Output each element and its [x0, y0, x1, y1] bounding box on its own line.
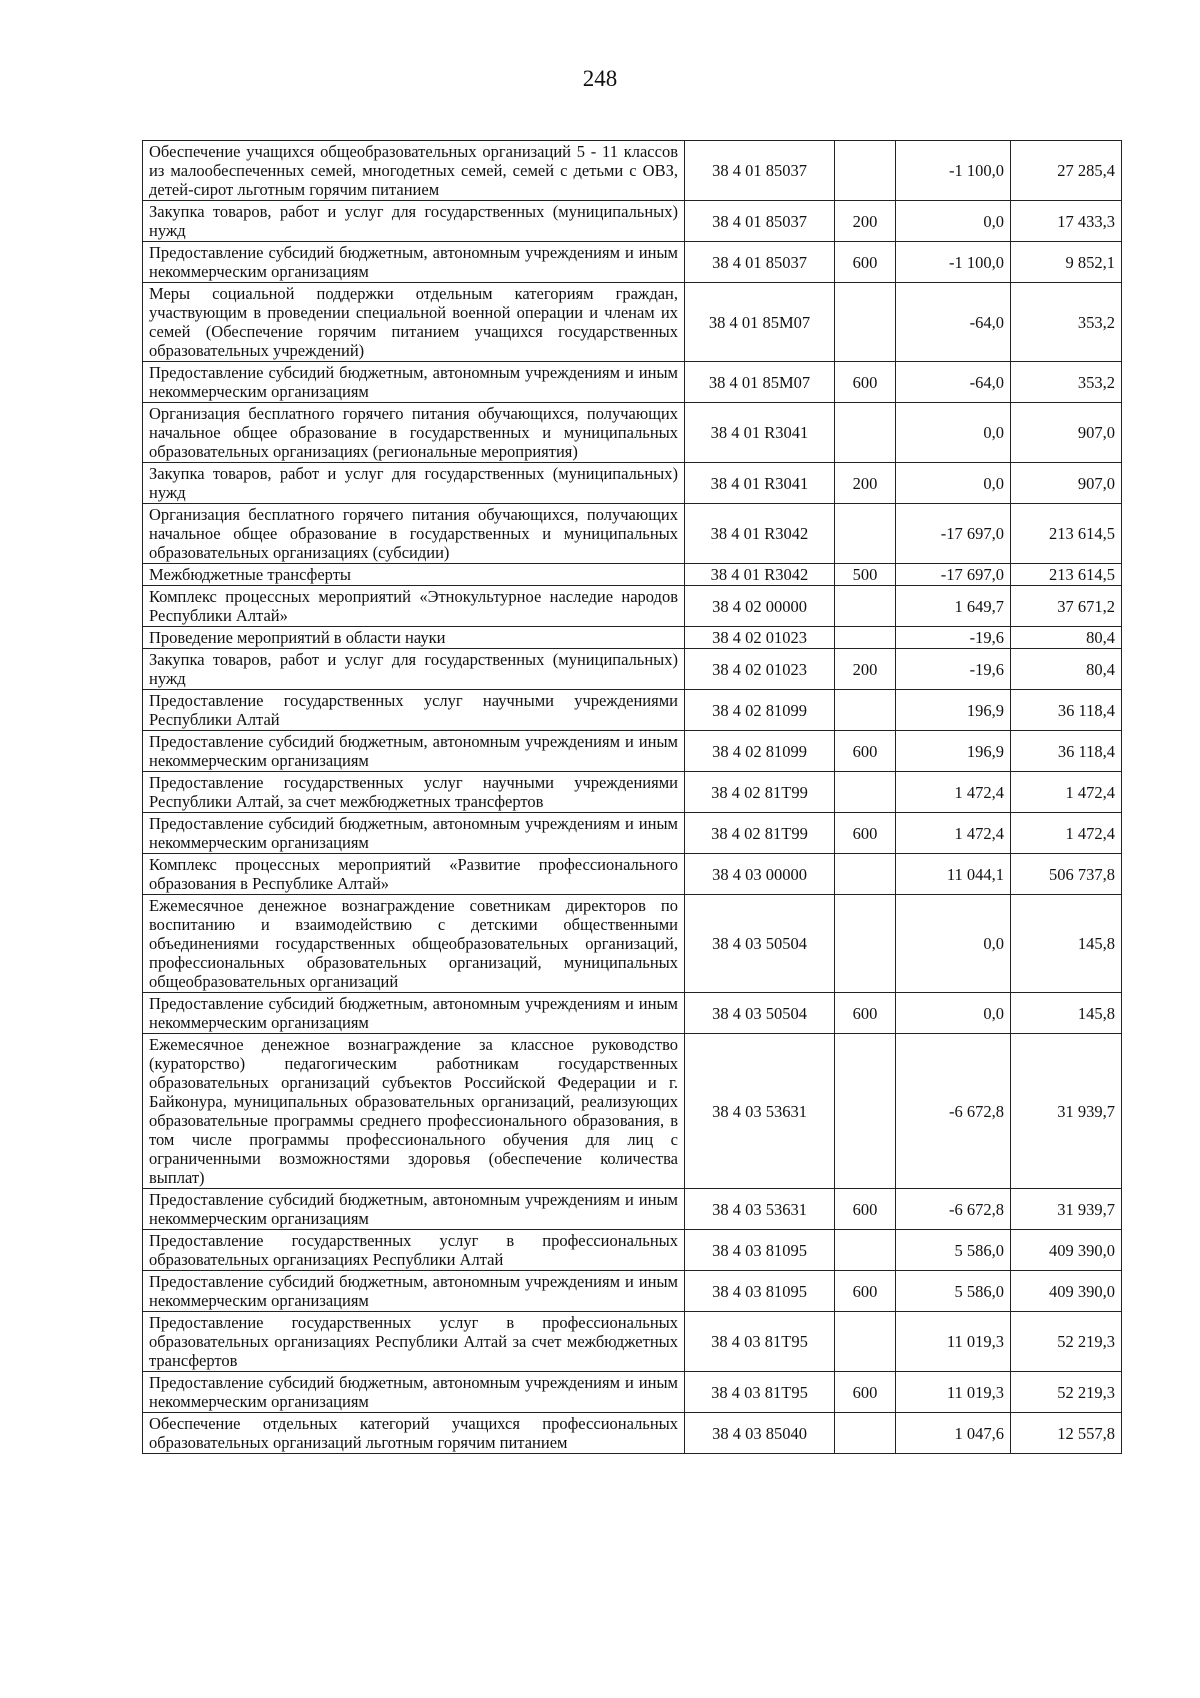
amount-change-cell: 0,0 — [896, 403, 1011, 463]
target-article-code-cell: 38 4 03 53631 — [685, 1189, 835, 1230]
expense-type-code-cell: 600 — [835, 813, 896, 854]
expense-type-code-cell: 600 — [835, 993, 896, 1034]
expense-type-code-cell — [835, 772, 896, 813]
expense-type-code-cell: 200 — [835, 649, 896, 690]
amount-change-cell: 11 019,3 — [896, 1312, 1011, 1372]
amount-total-cell: 1 472,4 — [1011, 772, 1122, 813]
amount-change-cell: 0,0 — [896, 201, 1011, 242]
expense-type-code-cell — [835, 1034, 896, 1189]
expense-type-code-cell: 500 — [835, 564, 896, 586]
amount-total-cell: 213 614,5 — [1011, 564, 1122, 586]
amount-change-cell: 0,0 — [896, 463, 1011, 504]
target-article-code-cell: 38 4 02 00000 — [685, 586, 835, 627]
row-name-cell: Комплекс процессных мероприятий «Этнокультурное наследие народов Республики Алтай» — [143, 586, 685, 627]
target-article-code-cell: 38 4 02 01023 — [685, 649, 835, 690]
amount-change-cell: 196,9 — [896, 731, 1011, 772]
row-name-cell: Предоставление государственных услуг в профессиональных образовательных организациях Республики Алтай — [143, 1230, 685, 1271]
row-name-cell: Предоставление субсидий бюджетным, автономным учреждениям и иным некоммерческим организациям — [143, 1189, 685, 1230]
amount-total-cell: 907,0 — [1011, 463, 1122, 504]
target-article-code-cell: 38 4 01 R3042 — [685, 564, 835, 586]
target-article-code-cell: 38 4 03 81Т95 — [685, 1312, 835, 1372]
amount-change-cell: 1 649,7 — [896, 586, 1011, 627]
row-name-cell: Обеспечение учащихся общеобразовательных организаций 5 - 11 классов из малообеспеченных семей, многодетных семей, семей с детьми с ОВЗ, детей-сирот льготным горячим питанием — [143, 141, 685, 201]
amount-change-cell: -64,0 — [896, 283, 1011, 362]
row-name-cell: Закупка товаров, работ и услуг для государственных (муниципальных) нужд — [143, 649, 685, 690]
target-article-code-cell: 38 4 03 53631 — [685, 1034, 835, 1189]
row-name-cell: Закупка товаров, работ и услуг для государственных (муниципальных) нужд — [143, 201, 685, 242]
table-row — [143, 403, 1122, 463]
amount-change-cell: -1 100,0 — [896, 141, 1011, 201]
amount-change-cell: 1 472,4 — [896, 813, 1011, 854]
table-row — [143, 201, 1122, 242]
target-article-code-cell: 38 4 01 85037 — [685, 141, 835, 201]
row-name-cell: Межбюджетные трансферты — [143, 564, 685, 586]
row-name-cell: Комплекс процессных мероприятий «Развитие профессионального образования в Республике Алтай» — [143, 854, 685, 895]
row-name-cell: Предоставление субсидий бюджетным, автономным учреждениям и иным некоммерческим организациям — [143, 993, 685, 1034]
amount-total-cell: 409 390,0 — [1011, 1271, 1122, 1312]
expense-type-code-cell: 200 — [835, 463, 896, 504]
expense-type-code-cell — [835, 586, 896, 627]
expense-type-code-cell — [835, 1312, 896, 1372]
amount-change-cell: 196,9 — [896, 690, 1011, 731]
amount-total-cell: 36 118,4 — [1011, 690, 1122, 731]
target-article-code-cell: 38 4 03 85040 — [685, 1413, 835, 1454]
amount-total-cell: 213 614,5 — [1011, 504, 1122, 564]
amount-total-cell: 17 433,3 — [1011, 201, 1122, 242]
amount-total-cell: 80,4 — [1011, 649, 1122, 690]
row-name-cell: Ежемесячное денежное вознаграждение за классное руководство (кураторство) педагогическим работникам государственных образовательных организаций субъектов Российской Федерации и г. Байконура, муниципальных образовательных организаций, реализующих образовательные программы среднего профессионального образования, в том числе программы профессионального обучения для лиц с ограниченными возможностями здоровья (обеспечение количества выплат) — [143, 1034, 685, 1189]
amount-total-cell: 52 219,3 — [1011, 1372, 1122, 1413]
expense-type-code-cell — [835, 403, 896, 463]
row-name-cell: Предоставление субсидий бюджетным, автономным учреждениям и иным некоммерческим организациям — [143, 1271, 685, 1312]
table-row — [143, 1189, 1122, 1230]
row-name-cell: Предоставление субсидий бюджетным, автономным учреждениям и иным некоммерческим организациям — [143, 362, 685, 403]
amount-total-cell: 36 118,4 — [1011, 731, 1122, 772]
amount-change-cell: -64,0 — [896, 362, 1011, 403]
target-article-code-cell: 38 4 01 R3041 — [685, 403, 835, 463]
amount-change-cell: 5 586,0 — [896, 1271, 1011, 1312]
amount-change-cell: 0,0 — [896, 993, 1011, 1034]
amount-total-cell: 1 472,4 — [1011, 813, 1122, 854]
table-row — [143, 141, 1122, 201]
table-row — [143, 362, 1122, 403]
target-article-code-cell: 38 4 03 50504 — [685, 895, 835, 993]
table-row — [143, 1271, 1122, 1312]
amount-total-cell: 52 219,3 — [1011, 1312, 1122, 1372]
target-article-code-cell: 38 4 01 85037 — [685, 242, 835, 283]
amount-total-cell: 80,4 — [1011, 627, 1122, 649]
expense-type-code-cell — [835, 895, 896, 993]
expense-type-code-cell: 600 — [835, 362, 896, 403]
table-row — [143, 772, 1122, 813]
amount-change-cell: -19,6 — [896, 649, 1011, 690]
target-article-code-cell: 38 4 01 85М07 — [685, 283, 835, 362]
page-number: 248 — [582, 66, 618, 91]
expense-type-code-cell: 200 — [835, 201, 896, 242]
amount-total-cell: 907,0 — [1011, 403, 1122, 463]
row-name-cell: Предоставление государственных услуг научными учреждениями Республики Алтай — [143, 690, 685, 731]
row-name-cell: Предоставление государственных услуг в профессиональных образовательных организациях Республики Алтай за счет межбюджетных трансфертов — [143, 1312, 685, 1372]
amount-change-cell: 11 019,3 — [896, 1372, 1011, 1413]
expense-type-code-cell — [835, 141, 896, 201]
table-row — [143, 564, 1122, 586]
expense-type-code-cell: 600 — [835, 1189, 896, 1230]
amount-change-cell: -17 697,0 — [896, 504, 1011, 564]
amount-change-cell: -17 697,0 — [896, 564, 1011, 586]
table-row — [143, 731, 1122, 772]
target-article-code-cell: 38 4 01 85037 — [685, 201, 835, 242]
target-article-code-cell: 38 4 01 85М07 — [685, 362, 835, 403]
table-row — [143, 463, 1122, 504]
target-article-code-cell: 38 4 02 81Т99 — [685, 813, 835, 854]
amount-total-cell: 9 852,1 — [1011, 242, 1122, 283]
amount-change-cell: -1 100,0 — [896, 242, 1011, 283]
row-name-cell: Предоставление субсидий бюджетным, автономным учреждениям и иным некоммерческим организациям — [143, 813, 685, 854]
expense-type-code-cell — [835, 1230, 896, 1271]
expense-type-code-cell: 600 — [835, 731, 896, 772]
row-name-cell: Предоставление субсидий бюджетным, автономным учреждениям и иным некоммерческим организациям — [143, 731, 685, 772]
amount-total-cell: 12 557,8 — [1011, 1413, 1122, 1454]
amount-total-cell: 353,2 — [1011, 283, 1122, 362]
expense-type-code-cell — [835, 854, 896, 895]
amount-change-cell: 5 586,0 — [896, 1230, 1011, 1271]
row-name-cell: Закупка товаров, работ и услуг для государственных (муниципальных) нужд — [143, 463, 685, 504]
expense-type-code-cell: 600 — [835, 1372, 896, 1413]
amount-total-cell: 31 939,7 — [1011, 1034, 1122, 1189]
amount-total-cell: 31 939,7 — [1011, 1189, 1122, 1230]
amount-total-cell: 37 671,2 — [1011, 586, 1122, 627]
row-name-cell: Обеспечение отдельных категорий учащихся профессиональных образовательных организаций льготным горячим питанием — [143, 1413, 685, 1454]
expense-type-code-cell — [835, 627, 896, 649]
amount-total-cell: 145,8 — [1011, 895, 1122, 993]
row-name-cell: Проведение мероприятий в области науки — [143, 627, 685, 649]
table-row — [143, 1312, 1122, 1372]
table-row — [143, 283, 1122, 362]
expense-type-code-cell — [835, 690, 896, 731]
table-row — [143, 627, 1122, 649]
expense-type-code-cell: 600 — [835, 1271, 896, 1312]
table-row — [143, 1372, 1122, 1413]
amount-total-cell: 409 390,0 — [1011, 1230, 1122, 1271]
table-row — [143, 1034, 1122, 1189]
amount-change-cell: 1 472,4 — [896, 772, 1011, 813]
amount-change-cell: -19,6 — [896, 627, 1011, 649]
row-name-cell: Организация бесплатного горячего питания обучающихся, получающих начальное общее образование в государственных и муниципальных образовательных организациях (субсидии) — [143, 504, 685, 564]
row-name-cell: Организация бесплатного горячего питания обучающихся, получающих начальное общее образование в государственных и муниципальных образовательных организациях (региональные мероприятия) — [143, 403, 685, 463]
target-article-code-cell: 38 4 02 81Т99 — [685, 772, 835, 813]
table-row — [143, 649, 1122, 690]
table-row — [143, 813, 1122, 854]
table-row — [143, 895, 1122, 993]
amount-change-cell: 11 044,1 — [896, 854, 1011, 895]
budget-table — [142, 140, 1122, 1454]
expense-type-code-cell: 600 — [835, 242, 896, 283]
target-article-code-cell: 38 4 01 R3042 — [685, 504, 835, 564]
expense-type-code-cell — [835, 1413, 896, 1454]
table-row — [143, 993, 1122, 1034]
target-article-code-cell: 38 4 03 50504 — [685, 993, 835, 1034]
row-name-cell: Предоставление государственных услуг научными учреждениями Республики Алтай, за счет межбюджетных трансфертов — [143, 772, 685, 813]
amount-total-cell: 506 737,8 — [1011, 854, 1122, 895]
target-article-code-cell: 38 4 02 81099 — [685, 731, 835, 772]
target-article-code-cell: 38 4 01 R3041 — [685, 463, 835, 504]
target-article-code-cell: 38 4 03 81095 — [685, 1230, 835, 1271]
table-row — [143, 1230, 1122, 1271]
amount-change-cell: -6 672,8 — [896, 1034, 1011, 1189]
expense-type-code-cell — [835, 504, 896, 564]
row-name-cell: Ежемесячное денежное вознаграждение советникам директоров по воспитанию и взаимодействию с детскими общественными объединениями государственных общеобразовательных организаций, профессиональных образовательных организаций, муниципальных общеобразовательных организаций — [143, 895, 685, 993]
table-row — [143, 690, 1122, 731]
amount-change-cell: 0,0 — [896, 895, 1011, 993]
target-article-code-cell: 38 4 03 81095 — [685, 1271, 835, 1312]
amount-change-cell: -6 672,8 — [896, 1189, 1011, 1230]
table-row — [143, 854, 1122, 895]
budget-table-body — [143, 141, 1122, 1454]
target-article-code-cell: 38 4 02 81099 — [685, 690, 835, 731]
amount-total-cell: 145,8 — [1011, 993, 1122, 1034]
target-article-code-cell: 38 4 02 01023 — [685, 627, 835, 649]
table-row — [143, 586, 1122, 627]
row-name-cell: Предоставление субсидий бюджетным, автономным учреждениям и иным некоммерческим организациям — [143, 1372, 685, 1413]
target-article-code-cell: 38 4 03 00000 — [685, 854, 835, 895]
table-row — [143, 504, 1122, 564]
amount-total-cell: 353,2 — [1011, 362, 1122, 403]
amount-change-cell: 1 047,6 — [896, 1413, 1011, 1454]
amount-total-cell: 27 285,4 — [1011, 141, 1122, 201]
target-article-code-cell: 38 4 03 81Т95 — [685, 1372, 835, 1413]
row-name-cell: Меры социальной поддержки отдельным категориям граждан, участвующим в проведении специальной военной операции и членам их семей (Обеспечение горячим питанием учащихся государственных образовательных учреждений) — [143, 283, 685, 362]
row-name-cell: Предоставление субсидий бюджетным, автономным учреждениям и иным некоммерческим организациям — [143, 242, 685, 283]
table-row — [143, 242, 1122, 283]
expense-type-code-cell — [835, 283, 896, 362]
table-row — [143, 1413, 1122, 1454]
